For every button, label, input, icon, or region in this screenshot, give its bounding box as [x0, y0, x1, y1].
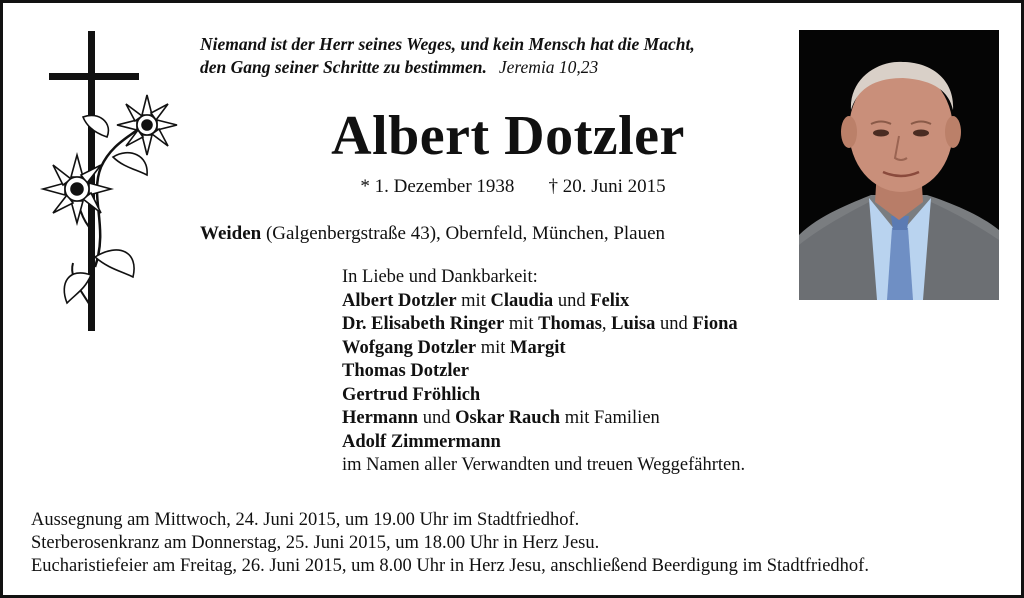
mourners-intro: In Liebe und Dankbarkeit:	[342, 267, 538, 287]
service-item: Eucharistiefeier am Freitag, 26. Juni 2015, um 8.00 Uhr in Herz Jesu, anschließend Beerdigung im Stadtfriedhof.	[31, 556, 869, 576]
life-dates	[303, 175, 723, 199]
connector-text: mit	[480, 337, 506, 358]
connector-text: mit Familien	[564, 408, 660, 428]
death-date: † 20. Juni 2015	[548, 176, 666, 197]
mourner-name: Oskar Rauch	[455, 408, 561, 428]
mourner-line	[342, 431, 745, 455]
quote-reference: Jeremia 10,23	[498, 57, 599, 77]
residence-line	[200, 222, 665, 246]
service-item: Sterberosenkranz am Donnerstag, 25. Juni 2015, um 18.00 Uhr in Herz Jesu.	[31, 533, 600, 553]
mourner-line	[342, 313, 745, 337]
mourner-name: Gertrud Fröhlich	[342, 384, 481, 405]
scripture-quote	[200, 33, 780, 79]
quote-line-2-text: den Gang seiner Schritte zu bestimmen.	[200, 57, 487, 77]
service-schedule	[31, 509, 869, 578]
mourner-name: Albert Dotzler	[342, 290, 457, 311]
deceased-name: Albert Dotzler	[331, 105, 685, 167]
mourner-line	[342, 407, 745, 431]
mourner-name: Thomas	[538, 314, 602, 334]
quote-line-2	[200, 56, 780, 79]
cross-with-sunflowers-icon	[29, 27, 187, 337]
mourners-closing: im Namen aller Verwandten und treuen Weggefährten.	[342, 455, 746, 475]
mourner-line	[342, 384, 745, 408]
mourner-name: Claudia	[490, 290, 554, 311]
portrait-photo	[799, 30, 999, 300]
connector-text: und	[557, 290, 586, 311]
mourner-name: Adolf Zimmermann	[342, 431, 501, 452]
mourner-name: Felix	[590, 290, 630, 311]
residence-details: (Galgenbergstraße 43), Obernfeld, München, Plauen	[265, 223, 666, 244]
service-item: Aussegnung am Mittwoch, 24. Juni 2015, um 19.00 Uhr im Stadtfriedhof.	[31, 510, 580, 530]
connector-text: mit	[508, 314, 534, 334]
mourners-list	[342, 266, 745, 478]
connector-text: ,	[601, 314, 607, 334]
mourner-name: Luisa	[611, 314, 656, 334]
connector-text: und	[660, 314, 688, 334]
mourner-line	[342, 360, 745, 384]
mourner-name: Fiona	[692, 314, 738, 334]
connector-text: mit	[461, 290, 486, 311]
residence-city: Weiden	[200, 223, 262, 244]
mourner-name: Thomas Dotzler	[342, 361, 469, 381]
mourner-line	[342, 290, 745, 314]
mourner-name: Dr. Elisabeth Ringer	[342, 314, 505, 334]
mourner-name: Wofgang Dotzler	[342, 337, 477, 358]
birth-date: * 1. Dezember 1938	[360, 176, 515, 197]
connector-text: und	[422, 408, 451, 428]
mourner-name: Margit	[510, 337, 566, 358]
mourner-name: Hermann	[342, 408, 419, 428]
quote-line-1: Niemand ist der Herr seines Weges, und kein Mensch hat die Macht,	[200, 34, 695, 54]
mourner-line	[342, 337, 745, 361]
